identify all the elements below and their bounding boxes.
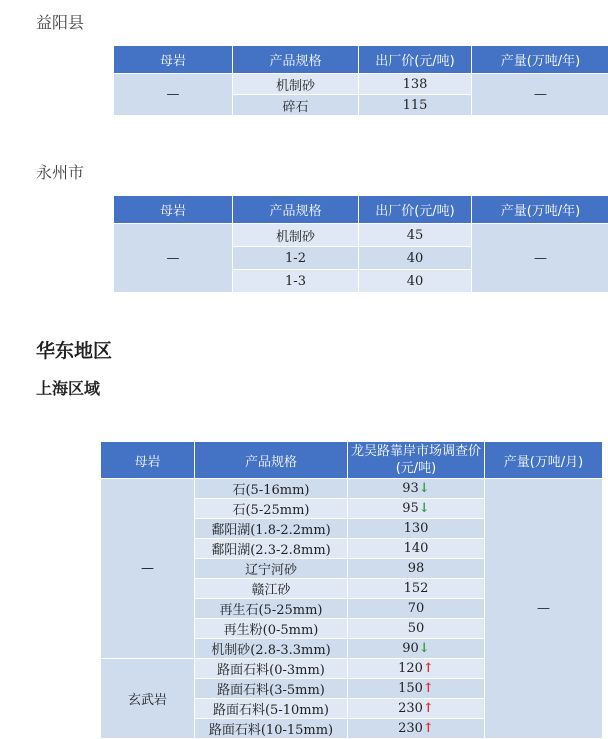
- cell-price: 138: [359, 74, 472, 95]
- cell-spec: 路面石料(0-3mm): [195, 659, 348, 679]
- cell-price: [348, 719, 485, 739]
- arrow-down-icon: ↓: [419, 501, 430, 516]
- cell-output: —: [472, 224, 608, 293]
- cell-spec: 路面石料(3-5mm): [195, 679, 348, 699]
- header-spec: 产品规格: [195, 442, 348, 479]
- header-rock: 母岩: [114, 46, 233, 74]
- cell-spec: 辽宁河砂: [195, 559, 348, 579]
- cell-rock: —: [114, 74, 233, 116]
- cell-price: [348, 579, 485, 599]
- header-output: 产量(万吨/月): [485, 442, 603, 479]
- cell-price: [348, 599, 485, 619]
- cell-spec: 机制砂: [233, 74, 359, 95]
- price-value: 93: [402, 481, 419, 496]
- cell-spec: 1-2: [233, 247, 359, 270]
- cell-price: 45: [359, 224, 472, 247]
- cell-price: [348, 519, 485, 539]
- cell-spec: 鄱阳湖(2.3-2.8mm): [195, 539, 348, 559]
- price-value: 95: [402, 501, 419, 516]
- cell-spec: 石(5-16mm): [195, 479, 348, 499]
- cell-spec: 路面石料(5-10mm): [195, 699, 348, 719]
- arrow-up-icon: ↑: [423, 681, 434, 696]
- price-value: 152: [404, 581, 429, 596]
- price-value: 140: [404, 541, 429, 556]
- cell-spec: 再生石(5-25mm): [195, 599, 348, 619]
- cell-price: [348, 619, 485, 639]
- cell-price: [348, 699, 485, 719]
- price-value: 230: [398, 721, 423, 736]
- cell-output: —: [472, 74, 608, 116]
- price-value: 50: [408, 621, 425, 636]
- cell-rock: —: [101, 479, 195, 659]
- price-value: 70: [408, 601, 425, 616]
- header-price: 出厂价(元/吨): [359, 196, 472, 224]
- table-yongzhou: [113, 195, 608, 293]
- cell-price: [348, 639, 485, 659]
- header-rock: 母岩: [101, 442, 195, 479]
- header-price: 出厂价(元/吨): [359, 46, 472, 74]
- cell-spec: 赣江砂: [195, 579, 348, 599]
- region-heading: 华东地区: [36, 336, 112, 363]
- price-value: 98: [408, 561, 425, 576]
- header-price: 龙吴路靠岸市场调查价(元/吨): [348, 442, 485, 479]
- table-shanghai: [100, 441, 603, 739]
- cell-price: [348, 659, 485, 679]
- arrow-down-icon: ↓: [419, 641, 430, 656]
- arrow-up-icon: ↑: [423, 701, 434, 716]
- cell-output: —: [485, 479, 603, 739]
- cell-spec: 机制砂: [233, 224, 359, 247]
- cell-price: [348, 539, 485, 559]
- cell-spec: 碎石: [233, 95, 359, 116]
- price-value: 90: [402, 641, 419, 656]
- price-value: 150: [398, 681, 423, 696]
- price-value: 130: [404, 521, 429, 536]
- cell-price: 40: [359, 270, 472, 293]
- table-yiyang: [113, 45, 608, 116]
- cell-rock: —: [114, 224, 233, 293]
- header-output: 产量(万吨/年): [472, 196, 608, 224]
- arrow-down-icon: ↓: [419, 481, 430, 496]
- cell-price: [348, 479, 485, 499]
- cell-price: 40: [359, 247, 472, 270]
- header-output: 产量(万吨/年): [472, 46, 608, 74]
- cell-price: [348, 499, 485, 519]
- cell-spec: 路面石料(10-15mm): [195, 719, 348, 739]
- arrow-up-icon: ↑: [423, 661, 434, 676]
- cell-spec: 鄱阳湖(1.8-2.2mm): [195, 519, 348, 539]
- section-title-yiyang: 益阳县: [36, 10, 84, 33]
- header-spec: 产品规格: [233, 46, 359, 74]
- cell-rock: 玄武岩: [101, 659, 195, 739]
- header-rock: 母岩: [114, 196, 233, 224]
- cell-spec: 机制砂(2.8-3.3mm): [195, 639, 348, 659]
- section-title-yongzhou: 永州市: [36, 160, 84, 183]
- cell-spec: 再生粉(0-5mm): [195, 619, 348, 639]
- price-value: 230: [398, 701, 423, 716]
- cell-price: [348, 679, 485, 699]
- table-row: [101, 479, 603, 499]
- cell-spec: 1-3: [233, 270, 359, 293]
- header-spec: 产品规格: [233, 196, 359, 224]
- cell-price: [348, 559, 485, 579]
- price-value: 120: [398, 661, 423, 676]
- arrow-up-icon: ↑: [423, 721, 434, 736]
- cell-spec: 石(5-25mm): [195, 499, 348, 519]
- cell-price: 115: [359, 95, 472, 116]
- area-subheading: 上海区域: [36, 376, 100, 399]
